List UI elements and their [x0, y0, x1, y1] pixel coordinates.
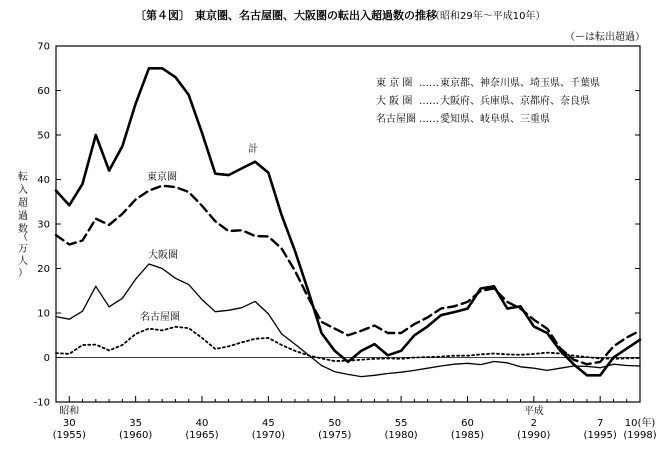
- x-tick-year: (1998): [623, 430, 657, 441]
- legend-value-nagoya: 愛知県、岐阜県、三重県: [440, 114, 550, 125]
- figure-label: 〔第４図〕: [135, 9, 190, 22]
- legend-dots-nagoya: ……: [419, 114, 439, 125]
- x-tick-label: 10(年): [624, 418, 656, 429]
- y-tick-label: 30: [37, 219, 50, 231]
- y-axis-label-unit: （万人）: [18, 232, 28, 279]
- y-tick-label: -10: [33, 397, 50, 409]
- series-line-1: [56, 186, 640, 365]
- chart-title: 東京圏、名古屋圏、大阪圏の転出入超過数の推移: [195, 9, 437, 22]
- x-tick-year: (1985): [450, 430, 485, 441]
- series-line-0: [56, 68, 640, 375]
- y-tick-label: 0: [43, 353, 50, 364]
- x-tick-year: (1975): [318, 430, 352, 441]
- x-tick-year: (1970): [251, 430, 285, 441]
- y-tick-label: 40: [37, 175, 50, 186]
- x-tick-label: 7: [596, 418, 604, 429]
- x-era-label: 平成: [523, 406, 544, 417]
- x-tick-label: 50: [328, 418, 342, 429]
- legend-value-osaka: 大阪府、兵庫県、京都府、奈良県: [440, 96, 590, 107]
- legend-value-tokyo: 東京都、神奈川県、埼玉県、千葉県: [440, 78, 600, 89]
- x-tick-label: 30: [62, 418, 76, 429]
- y-axis-label-text: 転入超過数: [18, 172, 28, 235]
- x-tick-year: (1995): [583, 430, 617, 441]
- x-tick-year: (1990): [517, 430, 551, 441]
- legend: [376, 76, 600, 125]
- x-tick-year: (1965): [185, 430, 219, 441]
- x-tick-year: (1960): [119, 430, 153, 441]
- series-layer: [56, 68, 640, 376]
- series-line-3: [56, 327, 640, 361]
- y-tick-label: 20: [37, 264, 50, 275]
- x-tick-label: 55: [394, 418, 408, 429]
- label-tokyo: 東京圏: [147, 172, 177, 183]
- x-axis: [53, 396, 657, 441]
- chart-period: （昭和29年〜平成10年）: [430, 11, 546, 22]
- x-era-label: 昭和: [59, 406, 80, 417]
- y-axis-label: [18, 170, 28, 279]
- x-tick-label: 2: [530, 418, 538, 429]
- x-tick-year: (1980): [384, 430, 418, 441]
- y-tick-label: 70: [37, 41, 50, 53]
- x-tick-year: (1955): [52, 430, 86, 441]
- outflow-note: （ーは転出超過）: [565, 32, 645, 43]
- x-tick-label: 40: [195, 418, 209, 429]
- label-osaka: 大阪圏: [148, 250, 178, 261]
- x-tick-label: 60: [461, 418, 474, 429]
- legend-dots-tokyo: ……: [419, 78, 439, 89]
- legend-key-nagoya: 名古屋圏: [376, 114, 416, 125]
- y-tick-label: 10: [37, 308, 50, 320]
- legend-dots-osaka: ……: [419, 96, 439, 107]
- x-tick-label: 45: [261, 418, 275, 429]
- x-tick-label: 35: [129, 418, 143, 429]
- label-total: 計: [248, 144, 258, 155]
- y-tick-label: 50: [37, 130, 50, 142]
- legend-key-tokyo: 東 京 圏: [376, 78, 413, 89]
- label-nagoya: 名古屋圏: [140, 312, 180, 323]
- legend-key-osaka: 大 阪 圏: [376, 96, 413, 107]
- y-tick-label: 60: [37, 86, 50, 97]
